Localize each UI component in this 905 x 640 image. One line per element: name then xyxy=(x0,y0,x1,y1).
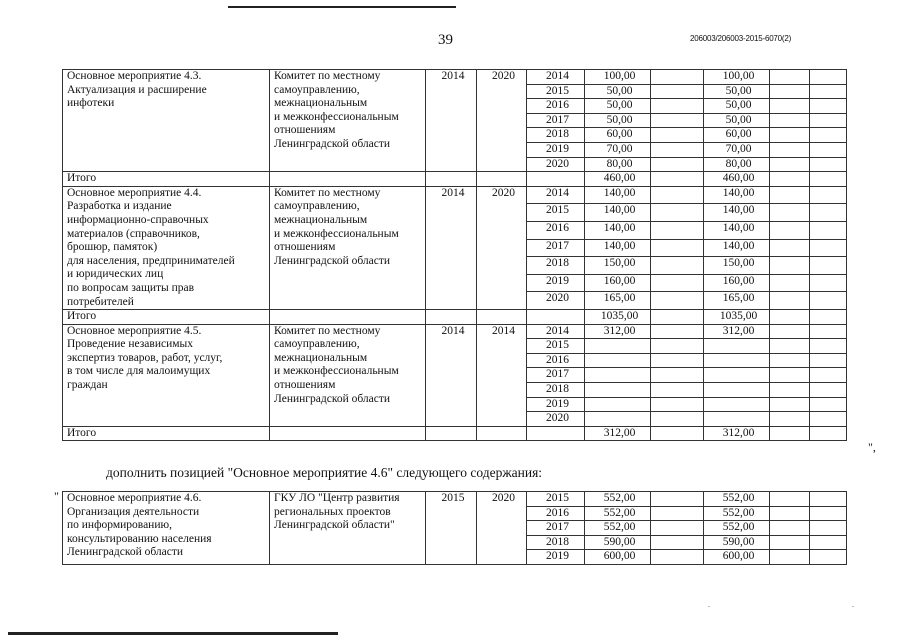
federal-amount-cell xyxy=(651,324,704,339)
empty-cell xyxy=(770,172,810,187)
federal-amount-cell xyxy=(651,339,704,354)
local-amount-cell xyxy=(770,99,810,114)
cell-line: Основное мероприятие 4.4. xyxy=(67,186,202,199)
year-cell: 2020 xyxy=(527,412,585,427)
total-amount-cell: 70,00 xyxy=(585,142,651,157)
itogo-row xyxy=(63,426,847,441)
cell-line: Ленинградской области xyxy=(274,254,391,267)
cell-line: Комитет по местному xyxy=(274,70,381,82)
federal-amount-cell xyxy=(651,412,704,427)
cell-line: региональных проектов xyxy=(274,505,391,518)
year-cell: 2018 xyxy=(527,128,585,143)
regional-amount-cell: 140,00 xyxy=(704,239,770,257)
other-amount-cell xyxy=(810,186,847,204)
year-cell: 2018 xyxy=(527,535,585,550)
measure-cell xyxy=(63,324,270,426)
cell-line: ГКУ ЛО "Центр развития xyxy=(274,492,400,504)
cell-line: и межконфессиональным xyxy=(274,110,399,123)
local-amount-cell xyxy=(770,368,810,383)
federal-amount-cell xyxy=(651,353,704,368)
other-amount-cell xyxy=(810,204,847,222)
total-amount-cell: 80,00 xyxy=(585,157,651,172)
federal-amount-cell xyxy=(651,292,704,310)
table-row xyxy=(63,186,847,204)
year-cell: 2017 xyxy=(527,368,585,383)
local-amount-cell xyxy=(770,84,810,99)
total-amount-cell: 600,00 xyxy=(585,550,651,565)
year-cell: 2019 xyxy=(527,142,585,157)
cell-line: по информированию, xyxy=(67,519,172,532)
local-amount-cell xyxy=(770,257,810,275)
other-amount-cell xyxy=(810,70,847,85)
year-cell: 2020 xyxy=(527,292,585,310)
federal-amount-cell xyxy=(651,368,704,383)
empty-cell xyxy=(477,310,527,325)
local-amount-cell xyxy=(770,157,810,172)
federal-amount-cell xyxy=(651,506,704,521)
total-amount-cell xyxy=(585,412,651,427)
regional-amount-cell: 600,00 xyxy=(704,550,770,565)
cell-line: Основное мероприятие 4.3. xyxy=(67,70,202,82)
total-amount-cell: 140,00 xyxy=(585,186,651,204)
year-cell: 2014 xyxy=(527,186,585,204)
cell-line: по вопросам защиты прав xyxy=(67,281,195,294)
regional-amount-cell: 140,00 xyxy=(704,204,770,222)
federal-amount-cell xyxy=(651,113,704,128)
itogo-row xyxy=(63,172,847,187)
start-year-cell: 2015 xyxy=(426,492,477,565)
cell-line: Ленинградской области xyxy=(274,392,391,405)
cell-line: информационно-справочных xyxy=(67,213,209,226)
other-amount-cell xyxy=(810,492,847,507)
federal-amount-cell xyxy=(651,397,704,412)
start-year-cell: 2014 xyxy=(426,186,477,309)
empty-cell xyxy=(770,426,810,441)
total-amount-cell: 140,00 xyxy=(585,239,651,257)
local-amount-cell xyxy=(770,412,810,427)
federal-amount-cell xyxy=(651,186,704,204)
local-amount-cell xyxy=(770,521,810,536)
cell-line: отношениям xyxy=(274,379,336,392)
total-amount-cell: 552,00 xyxy=(585,506,651,521)
empty-cell xyxy=(810,426,847,441)
federal-amount-cell xyxy=(651,257,704,275)
local-amount-cell xyxy=(770,186,810,204)
year-cell: 2017 xyxy=(527,113,585,128)
other-amount-cell xyxy=(810,550,847,565)
local-amount-cell xyxy=(770,221,810,239)
cell-line: самоуправлению, xyxy=(274,200,360,213)
empty-cell xyxy=(651,172,704,187)
regional-amount-cell xyxy=(704,412,770,427)
itogo-regional-cell: 460,00 xyxy=(704,172,770,187)
other-amount-cell xyxy=(810,128,847,143)
federal-amount-cell xyxy=(651,239,704,257)
local-amount-cell xyxy=(770,113,810,128)
total-amount-cell: 552,00 xyxy=(585,521,651,536)
total-amount-cell xyxy=(585,368,651,383)
cell-line: для населения, предпринимателей xyxy=(67,254,235,267)
local-amount-cell xyxy=(770,492,810,507)
year-cell: 2020 xyxy=(527,157,585,172)
empty-cell xyxy=(270,172,426,187)
other-amount-cell xyxy=(810,506,847,521)
total-amount-cell: 150,00 xyxy=(585,257,651,275)
empty-cell xyxy=(527,172,585,187)
opening-quote-mark: " xyxy=(54,489,59,503)
other-amount-cell xyxy=(810,383,847,398)
regional-amount-cell xyxy=(704,353,770,368)
cell-line: Разработка и издание xyxy=(67,200,172,213)
document-code: 206003/206003-2015-6070(2) xyxy=(690,34,792,43)
total-amount-cell: 552,00 xyxy=(585,492,651,507)
local-amount-cell xyxy=(770,506,810,521)
main-table-body xyxy=(63,70,847,441)
other-amount-cell xyxy=(810,239,847,257)
end-year-cell: 2020 xyxy=(477,492,527,565)
other-amount-cell xyxy=(810,142,847,157)
empty-cell xyxy=(810,172,847,187)
total-amount-cell: 100,00 xyxy=(585,70,651,85)
total-amount-cell: 50,00 xyxy=(585,113,651,128)
local-amount-cell xyxy=(770,535,810,550)
cell-line: брошюр, памяток) xyxy=(67,241,158,254)
empty-cell xyxy=(651,310,704,325)
other-amount-cell xyxy=(810,257,847,275)
executor-cell xyxy=(270,186,426,309)
empty-cell xyxy=(270,426,426,441)
main-budget-table xyxy=(62,69,847,441)
federal-amount-cell xyxy=(651,221,704,239)
regional-amount-cell: 140,00 xyxy=(704,221,770,239)
cell-line: отношениям xyxy=(274,124,336,137)
local-amount-cell xyxy=(770,324,810,339)
cell-line: межнациональным xyxy=(274,351,368,364)
year-cell: 2016 xyxy=(527,221,585,239)
local-amount-cell xyxy=(770,142,810,157)
local-amount-cell xyxy=(770,292,810,310)
executor-cell xyxy=(270,70,426,172)
start-year-cell: 2014 xyxy=(426,324,477,426)
regional-amount-cell: 590,00 xyxy=(704,535,770,550)
cell-line: Организация деятельности xyxy=(67,505,200,518)
total-amount-cell: 165,00 xyxy=(585,292,651,310)
year-cell: 2016 xyxy=(527,99,585,114)
measure-cell xyxy=(63,70,270,172)
year-cell: 2015 xyxy=(527,84,585,99)
table-row xyxy=(63,70,847,85)
cell-line: экспертиз товаров, работ, услуг, xyxy=(67,351,223,364)
other-amount-cell xyxy=(810,397,847,412)
cell-line: Комитет по местному xyxy=(274,324,381,337)
federal-amount-cell xyxy=(651,204,704,222)
empty-cell xyxy=(527,310,585,325)
cell-line: потребителей xyxy=(67,295,134,308)
itogo-label: Итого xyxy=(63,426,270,441)
federal-amount-cell xyxy=(651,157,704,172)
itogo-total-cell: 312,00 xyxy=(585,426,651,441)
itogo-total-cell: 460,00 xyxy=(585,172,651,187)
total-amount-cell: 60,00 xyxy=(585,128,651,143)
empty-cell xyxy=(270,310,426,325)
total-amount-cell: 50,00 xyxy=(585,99,651,114)
end-year-cell: 2020 xyxy=(477,70,527,172)
local-amount-cell xyxy=(770,239,810,257)
local-amount-cell xyxy=(770,128,810,143)
regional-amount-cell: 100,00 xyxy=(704,70,770,85)
regional-amount-cell: 140,00 xyxy=(704,186,770,204)
other-amount-cell xyxy=(810,324,847,339)
cell-line: консультированию населения xyxy=(67,532,212,545)
total-amount-cell xyxy=(585,383,651,398)
itogo-label: Итого xyxy=(63,310,270,325)
cell-line: граждан xyxy=(67,379,108,392)
empty-cell xyxy=(651,426,704,441)
other-amount-cell xyxy=(810,221,847,239)
total-amount-cell: 590,00 xyxy=(585,535,651,550)
cell-line: Проведение независимых xyxy=(67,338,194,351)
table-row xyxy=(63,492,847,507)
year-cell: 2015 xyxy=(527,204,585,222)
federal-amount-cell xyxy=(651,550,704,565)
regional-amount-cell: 70,00 xyxy=(704,142,770,157)
cell-line: и межконфессиональным xyxy=(274,227,399,240)
empty-cell xyxy=(426,310,477,325)
closing-quote-mark: ", xyxy=(868,440,876,454)
total-amount-cell xyxy=(585,353,651,368)
cell-line: Ленинградской области xyxy=(274,137,391,150)
local-amount-cell xyxy=(770,339,810,354)
cell-line: Комитет по местному xyxy=(274,186,381,199)
local-amount-cell xyxy=(770,70,810,85)
cell-line: отношениям xyxy=(274,241,336,254)
year-cell: 2019 xyxy=(527,550,585,565)
regional-amount-cell xyxy=(704,339,770,354)
cell-line: Актуализация и расширение xyxy=(67,83,207,96)
local-amount-cell xyxy=(770,550,810,565)
empty-cell xyxy=(477,426,527,441)
start-year-cell: 2014 xyxy=(426,70,477,172)
bottom-rule xyxy=(8,632,338,635)
federal-amount-cell xyxy=(651,128,704,143)
federal-amount-cell xyxy=(651,142,704,157)
other-amount-cell xyxy=(810,274,847,292)
other-amount-cell xyxy=(810,84,847,99)
local-amount-cell xyxy=(770,397,810,412)
regional-amount-cell: 50,00 xyxy=(704,84,770,99)
regional-amount-cell: 552,00 xyxy=(704,506,770,521)
year-cell: 2016 xyxy=(527,353,585,368)
other-amount-cell xyxy=(810,292,847,310)
year-cell: 2019 xyxy=(527,274,585,292)
regional-amount-cell: 160,00 xyxy=(704,274,770,292)
cell-line: Ленинградской области xyxy=(67,546,184,559)
end-year-cell: 2020 xyxy=(477,186,527,309)
cell-line: Основное мероприятие 4.6. xyxy=(67,492,202,504)
year-cell: 2017 xyxy=(527,239,585,257)
year-cell: 2016 xyxy=(527,506,585,521)
added-table-body xyxy=(63,492,847,565)
top-rule xyxy=(228,6,456,8)
itogo-regional-cell: 1035,00 xyxy=(704,310,770,325)
executor-cell xyxy=(270,492,426,565)
year-cell: 2018 xyxy=(527,383,585,398)
other-amount-cell xyxy=(810,412,847,427)
year-cell: 2019 xyxy=(527,397,585,412)
federal-amount-cell xyxy=(651,274,704,292)
total-amount-cell: 50,00 xyxy=(585,84,651,99)
regional-amount-cell xyxy=(704,397,770,412)
other-amount-cell xyxy=(810,535,847,550)
regional-amount-cell: 80,00 xyxy=(704,157,770,172)
scan-specks: . . xyxy=(708,600,854,609)
other-amount-cell xyxy=(810,99,847,114)
cell-line: самоуправлению, xyxy=(274,83,360,96)
empty-cell xyxy=(426,172,477,187)
cell-line: межнациональным xyxy=(274,97,368,110)
cell-line: самоуправлению, xyxy=(274,338,360,351)
total-amount-cell: 160,00 xyxy=(585,274,651,292)
added-measure-table xyxy=(62,491,847,565)
year-cell: 2015 xyxy=(527,492,585,507)
itogo-row xyxy=(63,310,847,325)
empty-cell xyxy=(770,310,810,325)
other-amount-cell xyxy=(810,339,847,354)
total-amount-cell xyxy=(585,397,651,412)
empty-cell xyxy=(527,426,585,441)
local-amount-cell xyxy=(770,353,810,368)
federal-amount-cell xyxy=(651,84,704,99)
regional-amount-cell: 150,00 xyxy=(704,257,770,275)
regional-amount-cell xyxy=(704,368,770,383)
itogo-label: Итого xyxy=(63,172,270,187)
year-cell: 2014 xyxy=(527,70,585,85)
federal-amount-cell xyxy=(651,70,704,85)
regional-amount-cell xyxy=(704,383,770,398)
page-number: 39 xyxy=(438,32,453,48)
cell-line: межнациональным xyxy=(274,213,368,226)
regional-amount-cell: 552,00 xyxy=(704,492,770,507)
year-cell: 2018 xyxy=(527,257,585,275)
empty-cell xyxy=(810,310,847,325)
regional-amount-cell: 50,00 xyxy=(704,99,770,114)
regional-amount-cell: 50,00 xyxy=(704,113,770,128)
federal-amount-cell xyxy=(651,492,704,507)
year-cell: 2017 xyxy=(527,521,585,536)
total-amount-cell: 140,00 xyxy=(585,204,651,222)
other-amount-cell xyxy=(810,368,847,383)
total-amount-cell xyxy=(585,339,651,354)
measure-cell xyxy=(63,186,270,309)
cell-line: Ленинградской области" xyxy=(274,519,395,532)
regional-amount-cell: 165,00 xyxy=(704,292,770,310)
cell-line: и межконфессиональным xyxy=(274,365,399,378)
regional-amount-cell: 312,00 xyxy=(704,324,770,339)
local-amount-cell xyxy=(770,383,810,398)
federal-amount-cell xyxy=(651,99,704,114)
federal-amount-cell xyxy=(651,535,704,550)
local-amount-cell xyxy=(770,204,810,222)
empty-cell xyxy=(426,426,477,441)
cell-line: Основное мероприятие 4.5. xyxy=(67,324,202,337)
cell-line: инфотеки xyxy=(67,97,115,110)
cell-line: в том числе для малоимущих xyxy=(67,365,211,378)
other-amount-cell xyxy=(810,521,847,536)
cell-line: материалов (справочников, xyxy=(67,227,200,240)
regional-amount-cell: 60,00 xyxy=(704,128,770,143)
year-cell: 2014 xyxy=(527,324,585,339)
year-cell: 2015 xyxy=(527,339,585,354)
total-amount-cell: 312,00 xyxy=(585,324,651,339)
other-amount-cell xyxy=(810,353,847,368)
federal-amount-cell xyxy=(651,383,704,398)
itogo-total-cell: 1035,00 xyxy=(585,310,651,325)
cell-line: и юридических лиц xyxy=(67,268,164,281)
measure-cell xyxy=(63,492,270,565)
end-year-cell: 2014 xyxy=(477,324,527,426)
empty-cell xyxy=(477,172,527,187)
amendment-text: дополнить позицией "Основное мероприятие 4.6" следующего содержания: xyxy=(106,465,543,480)
table-row xyxy=(63,324,847,339)
total-amount-cell: 140,00 xyxy=(585,221,651,239)
executor-cell xyxy=(270,324,426,426)
local-amount-cell xyxy=(770,274,810,292)
other-amount-cell xyxy=(810,157,847,172)
itogo-regional-cell: 312,00 xyxy=(704,426,770,441)
other-amount-cell xyxy=(810,113,847,128)
federal-amount-cell xyxy=(651,521,704,536)
regional-amount-cell: 552,00 xyxy=(704,521,770,536)
